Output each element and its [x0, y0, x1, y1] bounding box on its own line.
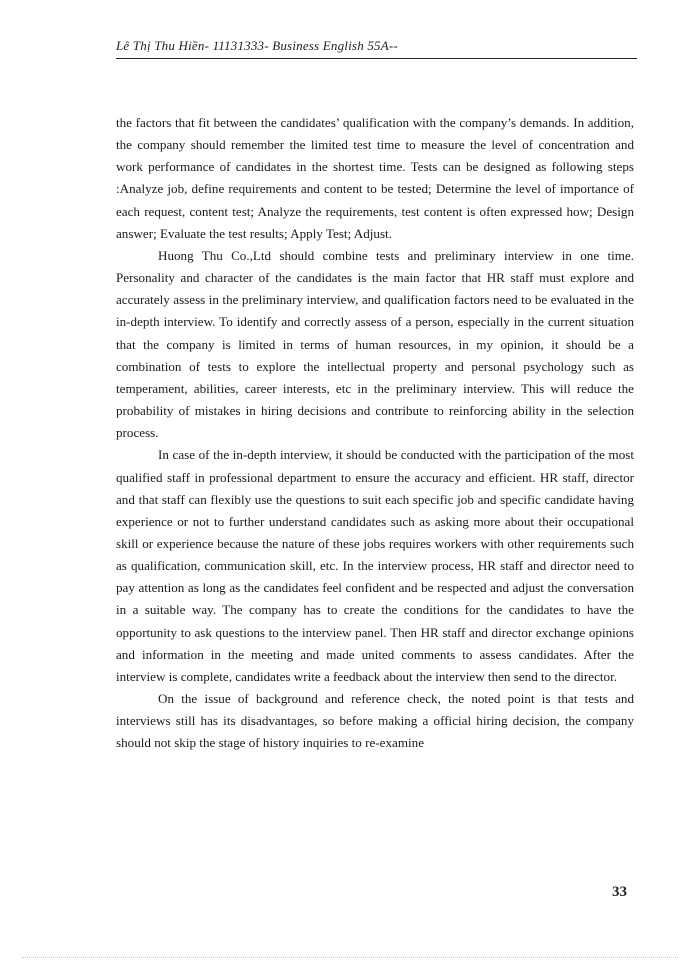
- paragraph-preliminary-interview: Huong Thu Co.,Ltd should combine tests and preliminary interview in one time. Personality and character of the candidates is the main factor that HR staff must explore and accurately assess in the preliminary interview, and qualification factors need to be evaluated in the in-depth interview. To identify and correctly assess of a person, especially in the current situation that the company is limited in terms of human resources, in my opinion, it should be a combination of tests to explore the intellectual property and personal psychology such as temperament, abilities, career interests, etc in the preliminary interview. This will reduce the probability of mistakes in hiring decisions and contribute to reinforcing ability in the selection process.: [116, 247, 634, 441]
- header-divider: [116, 58, 637, 59]
- paragraph-background-check: On the issue of background and reference check, the noted point is that tests and interviews still has its disadvantages, so before making a official hiring decision, the company should not skip the stage of history inquiries to re-examine: [116, 691, 634, 751]
- running-header: Lê Thị Thu Hiền- 11131333- Business English 55A--: [116, 38, 398, 53]
- document-body: [116, 112, 634, 755]
- page-bottom-border: [22, 957, 678, 958]
- page-number: 33: [612, 884, 627, 900]
- paragraph-test-design: the factors that fit between the candidates’ qualification with the company’s demands. In addition, the company should remember the limited test time to measure the level of concentration and work performance of candidates in the shortest time. Tests can be designed as following steps :Analyze job, define requirements and content to be tested; Determine the level of importance of each request, content test; Analyze the requirements, test content is often expressed how; Design answer; Evaluate the test results; Apply Test; Adjust.: [116, 115, 634, 241]
- paragraph-in-depth-interview: In case of the in-depth interview, it should be conducted with the participation of the most qualified staff in professional department to ensure the accuracy and efficient. HR staff, director and that staff can flexibly use the questions to suit each specific job and specific candidate having experience or not to further understand candidates such as asking more about their occupational skill or experience because the nature of these jobs requires workers with other requirements such as qualification, communication skill, etc. In the interview process, HR staff and director need to pay attention as long as the candidates feel confident and be respected and adjust the conversation in a suitable way. The company has to create the conditions for the candidates to have the opportunity to ask questions to the interview panel. Then HR staff and director exchange opinions and information in the meeting and made united comments to assess candidates. After the interview is complete, candidates write a feedback about the interview then send to the director.: [116, 447, 634, 684]
